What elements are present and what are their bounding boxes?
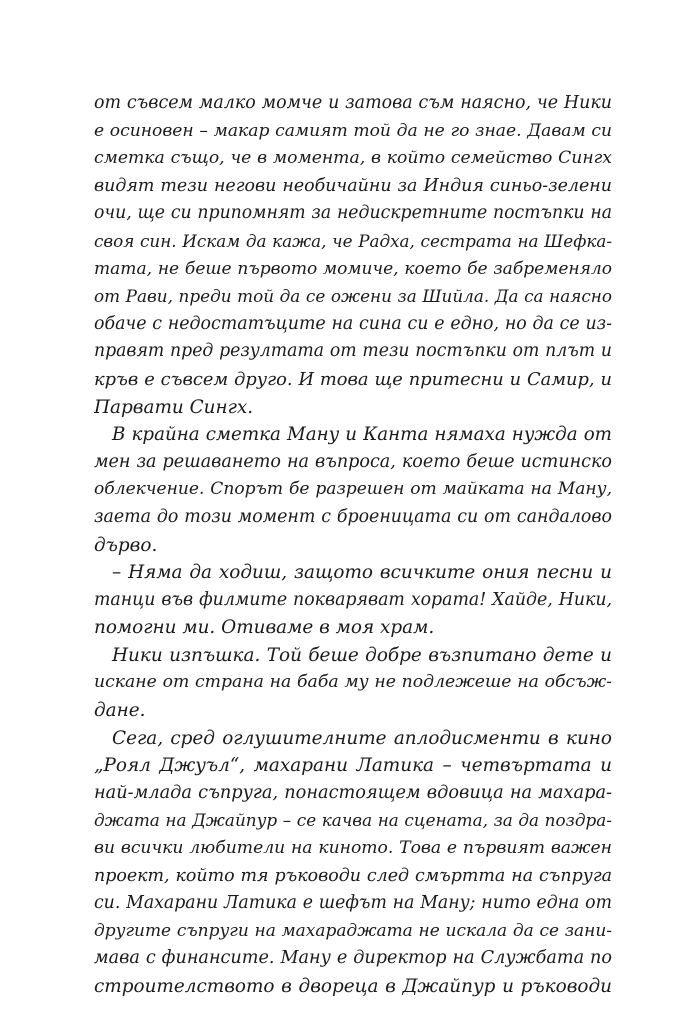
text-line: си. Махарани Латика е шефът на Ману; нито една от bbox=[94, 893, 612, 914]
text-line: строителството в двореца в Джайпур и ръководи bbox=[94, 976, 612, 997]
text-line: ви всички любители на киното. Това е първият важен bbox=[94, 838, 612, 859]
text-line: от съвсем малко момче и затова съм наясно, че Ники bbox=[94, 93, 612, 113]
text-line: Парвати Сингх. bbox=[94, 396, 254, 418]
text-line: В крайна сметка Ману и Канта нямаха нужда от bbox=[112, 424, 612, 446]
paragraph bbox=[94, 421, 612, 559]
paragraph bbox=[94, 642, 612, 725]
text-line: дърво. bbox=[94, 534, 158, 556]
text-line: – Няма да ходиш, защото всичките ония песни и bbox=[112, 562, 612, 584]
text-line: „Роял Джуъл“, махарани Латика – четвъртата и bbox=[94, 755, 612, 777]
text-line: е осиновен – макар самият той да не го знае. Давам си bbox=[94, 120, 612, 141]
text-line: очи, ще си припомнят за недискретните постъпки на bbox=[94, 203, 612, 224]
text-line: тата, не беше първото момиче, което бе забременяло bbox=[94, 258, 612, 279]
text-line: сметка също, че в момента, в който семейство Сингх bbox=[94, 148, 612, 169]
text-line: най-млада съпруга, понастоящем вдовица на махара- bbox=[94, 782, 612, 803]
text-line: проект, който тя ръководи след смъртта на съпруга bbox=[94, 865, 612, 886]
text-line: искане от страна на баба му не подлежеше на обсъж- bbox=[94, 672, 612, 693]
text-line: другите съпруги на махараджата не искала да се зани- bbox=[94, 920, 612, 941]
text-line: облекчение. Спорът бе разрешен от майката на Ману, bbox=[94, 479, 612, 500]
text-line: кръв е съвсем друго. И това ще притесни и Самир, и bbox=[94, 368, 612, 390]
text-line: танци във филмите покваряват хората! Хайде, Ники, bbox=[94, 589, 612, 610]
text-line: дане. bbox=[94, 700, 146, 722]
text-line: Ники изпъшка. Той беше добре възпитано дете и bbox=[112, 644, 612, 666]
paragraph bbox=[94, 90, 612, 421]
text-line: своя син. Искам да кажа, че Радха, сестрата на Шефка- bbox=[94, 230, 612, 251]
text-line: от Рави, преди той да се ожени за Шийла. Да са наясно bbox=[94, 286, 612, 307]
text-line: джата на Джайпур – се качва на сцената, за да поздра- bbox=[94, 810, 612, 831]
text-line: мен за решаването на въпроса, което беше истинско bbox=[94, 451, 612, 472]
paragraph bbox=[94, 725, 612, 1001]
text-line: помогни ми. Отиваме в моя храм. bbox=[94, 617, 435, 639]
text-line: обаче с недостатъците на сина си е едно, но да се из- bbox=[94, 313, 612, 334]
text-line: видят тези негови необичайни за Индия синьо-зелени bbox=[94, 175, 612, 196]
page-text bbox=[94, 90, 612, 1001]
text-line: правят пред резултата от тези постъпки от плът и bbox=[94, 341, 612, 362]
text-line: заета до този момент с броеницата си от сандалово bbox=[94, 506, 612, 527]
paragraph bbox=[94, 559, 612, 642]
text-line: Сега, сред оглушителните аплодисменти в кино bbox=[112, 727, 612, 749]
text-line: мава с финансите. Ману е директор на Службата по bbox=[94, 948, 612, 969]
